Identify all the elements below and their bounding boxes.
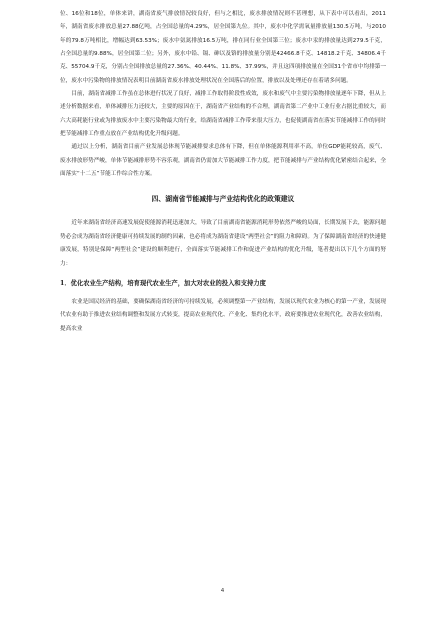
page-content [60,8,386,336]
body-paragraph: 目前，湖南省减排工作虽在总体进行状况了良好，减排工作取得阶段性成效，废水和废气中主要污染物排放量逐年下降，但从上述分析数据来看，单体减排压力还较大，主要的原因在于，湖南省产业结构的不合理，湖南省第二产业中工业行业占据比重较大，而六大高耗能行业或为排放废水中主要污染物最大的行业，给湖南省减排工作带来很大压力，也促使湖南省在落实节能减排工作的同时把节能减排工作重点放在产业结构优化升级问题。 [60,91,386,138]
body-paragraph: 通过以上分析，湖南省目前产业发展总体现节能减排要求总体有下降，但在单体能源利用率不高，单位GDP能耗较高，废气、废水排放形势严峻，单体节能减排形势不容乐观，湖南省仍需加大节能减排工作力度，把节能减排与产业结构优化紧密结合起来，全面落实“十二五”节能工作综合性方案。 [60,144,386,178]
section-heading: 四、湖南省节能减排与产业结构优化的政策建议 [151,195,295,204]
sub-heading: 1．优化农业生产结构，培育现代农业生产，加大对农业的投入和支持力度 [60,279,266,287]
body-paragraph: 近年来湖南省经济高速发展促使能源消耗迅速加大，导致了目前湖南省能源消耗形势依然严峻的局面，长期发展下去，能源问题势必会成为湖南省经济健康可持续发展的制约因素，也必将成为湖南省建设“两型社会”的阻力和障碍。为了保障湖南省经济的快速健康发展，特别是保障“两型社会”建设的顺利进行，全面落实节能减排工作和促进产业结构的优化升级，笔者提出以下几个方面的努力： [60,220,386,267]
body-paragraph: 位、16位和18位，单体来讲，湖南省废气排放情况较良好，但与之相比，废水排放情况则不甚理想，从下表中可以看出，2011年，湖南省废水排放总量27.88亿吨，占全国总量的4.29%，居全国第九位。其中，废水中化学需氧量排放量130.5万吨，与2010年的79.8万吨相比，增幅达到63.53%；废水中氨氮排放16.5万吨，排在同行业全国第三位；废水中汞的排放量达到279.5千克，占全国总量的9.88%，居全国第二位；另外，废水中铅、镉、砷以及铬的排放量分别是42466.8千克、14818.2千克、34806.4千克、55704.9千克，分别占全国排放总量的27.36%、40.44%、11.8%、37.99%，并且这四项排放量在全国31个省市中均排第一位，废水中污染物的排放情况表明目前湖南省废水排放处理状况在全国落后的位置，排放以及处理还存在着诸多问题。 [60,11,386,84]
page-number: 4 [220,588,225,594]
body-paragraph: 农业是国民经济的基础，要确保湖南省经济的可持续发展，必须调整第一产业结构，发展以现代农业为核心的第一产业，发展现代农业有助于推进农业结构调整和发展方式转变，提高农业现代化、产业化、集约化水平，政府要推进农业现代化，改善农业结构，提高农业 [60,298,386,332]
